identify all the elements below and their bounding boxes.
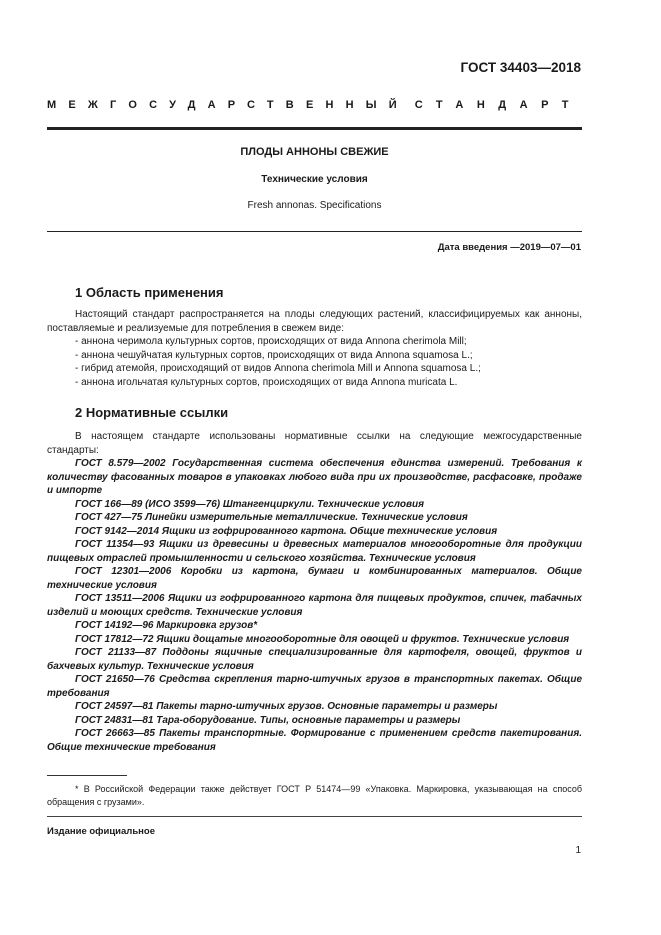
reference-item: ГОСТ 8.579—2002 Государственная система обеспечения единства измерений. Требования к количеству фасованных товаров в упаковках любого вида при их производстве, расфасовке, продаже и импорте <box>47 458 582 496</box>
section-heading-scope: 1 Область применения <box>75 285 224 300</box>
reference-item: ГОСТ 24597—81 Пакеты тарно-штучных грузов. Основные параметры и размеры <box>75 701 498 712</box>
document-title-english: Fresh annonas. Specifications <box>247 200 382 211</box>
reference-item: ГОСТ 21650—76 Средства скрепления тарно-штучных грузов в транспортных пакетах. Общие требования <box>47 674 582 699</box>
scope-list-item: - аннона черимола культурных сортов, происходящих от вида Annona cherimola Mill; <box>75 336 467 347</box>
scope-list-item: - аннона чешуйчатая культурных сортов, происходящих от вида Annona squamosa L.; <box>75 349 473 361</box>
banner-word-standard: СТАНДАРТ <box>414 99 582 111</box>
scope-intro: Настоящий стандарт распространяется на плоды следующих растений, классифицируемых как анноны, поставляемые и реализуемые для потребления в свежем виде: <box>47 309 582 334</box>
page-number: 1 <box>575 845 581 856</box>
reference-item: ГОСТ 12301—2006 Коробки из картона, бумаги и комбинированных материалов. Общие технические условия <box>47 566 582 591</box>
reference-item: ГОСТ 14192—96 Маркировка грузов* <box>75 620 258 631</box>
reference-item: ГОСТ 21133—87 Поддоны ящичные специализированные для картофеля, овощей, фруктов и бахчевых культур. Технические условия <box>47 647 582 672</box>
title-rule <box>47 231 582 232</box>
interstate-standard-banner <box>47 99 582 111</box>
edition-label: Издание официальное <box>47 826 155 837</box>
references-intro: В настоящем стандарте использованы нормативные ссылки на следующие межгосударственные стандарты: <box>47 431 582 456</box>
reference-item: ГОСТ 26663—85 Пакеты транспортные. Формирование с применением средств пакетирования. Общие технические требования <box>47 728 582 753</box>
document-title: ПЛОДЫ АННОНЫ СВЕЖИЕ <box>240 146 389 158</box>
introduction-date: Дата введения —2019—07—01 <box>437 242 581 253</box>
header-rule <box>47 127 582 130</box>
reference-item: ГОСТ 13511—2006 Ящики из гофрированного картона для пищевых продуктов, спичек, табачных изделий и моющих средств. Технические условия <box>47 593 582 618</box>
section-references-body <box>47 430 582 754</box>
scope-list-item: - аннона игольчатая культурных сортов, происходящих от вида Annona muricata L. <box>75 376 458 388</box>
reference-item: ГОСТ 24831—81 Тара-оборудование. Типы, основные параметры и размеры <box>75 714 461 726</box>
footnote: * В Российской Федерации также действует ГОСТ Р 51474—99 «Упаковка. Маркировка, указывающая на способ обращения с грузами». <box>47 784 582 807</box>
footnote-rule <box>47 775 127 776</box>
section-heading-references: 2 Нормативные ссылки <box>75 405 229 420</box>
reference-item: ГОСТ 11354—93 Ящики из древесины и древесных материалов многооборотные для продукции пищевых отраслей промышленности и сельского хозяйства. Технические условия <box>47 539 582 564</box>
banner-word-interstate: МЕЖГОСУДАРСТВЕННЫЙ <box>47 99 409 111</box>
document-code: ГОСТ 34403—2018 <box>460 60 581 75</box>
section-scope-body <box>47 308 582 389</box>
reference-item: ГОСТ 166—89 (ИСО 3599—76) Штангенциркули. Технические условия <box>75 498 424 510</box>
reference-item: ГОСТ 9142—2014 Ящики из гофрированного картона. Общие технические условия <box>75 525 498 537</box>
document-subtitle: Технические условия <box>261 174 368 185</box>
reference-item: ГОСТ 17812—72 Ящики дощатые многооборотные для овощей и фруктов. Технические условия <box>75 633 570 645</box>
scope-list-item: - гибрид атемойя, происходящий от видов Annona cherimola Mill и Annona squamosa L.; <box>75 363 481 374</box>
footer-rule <box>47 816 582 817</box>
reference-item: ГОСТ 427—75 Линейки измерительные металлические. Технические условия <box>75 512 468 523</box>
